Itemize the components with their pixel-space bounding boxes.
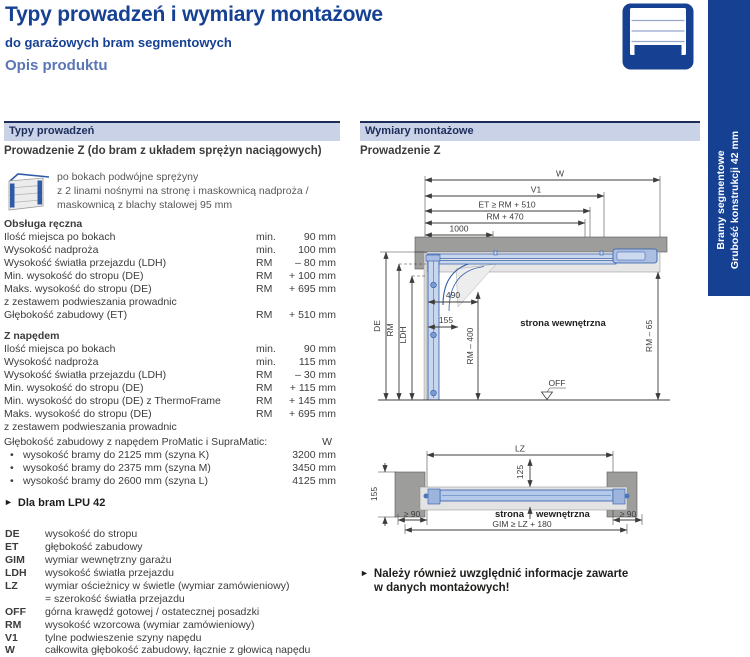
dim-label-gim: GIM ≥ LZ + 180 — [492, 519, 552, 529]
table-row — [4, 408, 336, 421]
table-row — [4, 257, 336, 270]
depth-row — [4, 449, 336, 462]
rail-hanger — [494, 251, 497, 255]
section-label: Opis produktu — [5, 57, 108, 74]
spring-right — [625, 494, 630, 499]
dim-label-et: ET ≥ RM + 510 — [478, 199, 536, 210]
note-line1: Należy również uwzględnić informacje zawarte — [373, 568, 629, 580]
row-label: wysokość bramy do 2375 mm (szyna M) — [23, 462, 211, 474]
roller — [431, 390, 437, 396]
row-label: z zestawem podwieszania prowadnic — [4, 296, 177, 308]
row-label: Min. wysokość do stropu (DE) z ThermoFrame — [4, 395, 221, 407]
bullet-icon: • — [10, 449, 14, 461]
depth-row — [4, 462, 336, 475]
dim-label-v1: V1 — [530, 184, 542, 195]
row-value: 90 mm — [303, 343, 336, 355]
dim-label-155: 155 — [369, 486, 379, 502]
page-subtitle: do garażowych bram segmentowych — [5, 35, 232, 50]
frame-fitting-left — [428, 489, 440, 504]
installation-drawing-side-view — [360, 165, 710, 415]
row-ref: min. — [256, 356, 276, 368]
legend-abbr: LZ — [5, 580, 18, 592]
legend-text: wysokość do stropu — [45, 528, 138, 540]
rail-hanger — [600, 251, 603, 255]
legend-text: wysokość światła przejazdu — [45, 567, 174, 579]
row-value: + 510 mm — [289, 309, 336, 321]
row-ref: min. — [256, 244, 276, 256]
legend-text: górna krawędź gotowej / ostatecznej posadzki — [45, 606, 260, 618]
installation-drawing-plan-view — [360, 440, 710, 540]
opener-boom-rail — [430, 261, 616, 265]
inner-side-label: strona wewnętrzna — [520, 318, 606, 329]
dim-label-w: W — [555, 168, 565, 179]
row-value: 115 mm — [298, 356, 336, 368]
row-label: wysokość bramy do 2600 mm (szyna L) — [23, 475, 208, 487]
garage-door-icon — [622, 3, 694, 70]
frame-fitting-right — [613, 489, 625, 504]
feature-line: po bokach podwójne sprężyny — [57, 171, 199, 183]
row-value: 90 mm — [303, 231, 336, 243]
legend-text: tylne podwieszenie szyny napędu — [45, 632, 202, 644]
legend-abbr: RM — [5, 619, 22, 631]
depth-title-row — [4, 436, 336, 449]
row-label: wysokość bramy do 2125 mm (szyna K) — [23, 449, 210, 461]
row-ref: RM — [256, 270, 273, 282]
row-value: 100 mm — [298, 244, 336, 256]
row-label: Min. wysokość do stropu (DE) — [4, 270, 144, 282]
legend-row — [5, 580, 345, 593]
table-row — [4, 356, 336, 369]
side-tab-line1: Bramy segmentowe — [715, 150, 727, 250]
triangle-bullet-icon: ► — [4, 497, 13, 507]
table-row — [4, 369, 336, 382]
legend-text: wysokość wzorcowa (wymiar zamówieniowy) — [45, 619, 255, 631]
row-label: Głębokość zabudowy (ET) — [4, 309, 128, 321]
legend-text: wymiar wewnętrzny garażu — [45, 554, 172, 566]
row-label: Wysokość nadproża — [4, 244, 99, 256]
legend-abbr: V1 — [5, 632, 18, 644]
legend-row — [5, 567, 345, 580]
row-label: Wysokość nadproża — [4, 356, 99, 368]
row-label: Ilość miejsca po bokach — [4, 231, 116, 243]
dim-label-490: 490 — [445, 290, 461, 300]
row-ref: RM — [256, 283, 273, 295]
table-row — [4, 231, 336, 244]
row-ref: RM — [256, 369, 273, 381]
table-row — [4, 309, 336, 322]
table-row — [4, 421, 336, 434]
legend-row — [5, 541, 345, 554]
legend-row — [5, 619, 345, 632]
table-row — [4, 382, 336, 395]
bullet-icon: • — [10, 462, 14, 474]
row-ref: RM — [256, 408, 273, 420]
section-header-mounting-dimensions: Wymiary montażowe — [360, 121, 700, 141]
row-ref: min. — [256, 343, 276, 355]
table-row — [4, 296, 336, 309]
dim-label-90-right: ≥ 90 — [619, 509, 637, 519]
row-label: Wysokość światła przejazdu (LDH) — [4, 257, 167, 269]
inner-side-label-left: strona — [494, 509, 524, 520]
roller — [431, 332, 437, 338]
dim-label-ldh: LDH — [398, 326, 408, 344]
side-tab-line2: Grubość konstrukcji 42 mm — [729, 130, 741, 270]
horizontal-track-rail — [430, 254, 616, 259]
top-roller-bracket — [426, 255, 440, 261]
table-row — [4, 343, 336, 356]
dim-label-rm: RM — [385, 323, 395, 337]
row-ref: RM — [256, 382, 273, 394]
feature-line: z 2 linami nośnymi na stronę i maskownicą nadproża / — [57, 185, 309, 197]
row-ref: RM — [256, 309, 273, 321]
row-value: – 80 mm — [295, 257, 336, 269]
spring-track-icon — [5, 171, 53, 215]
row-value: – 30 mm — [295, 369, 336, 381]
depth-row — [4, 475, 336, 488]
dim-label-90-left: ≥ 90 — [403, 509, 421, 519]
legend-abbr: DE — [5, 528, 20, 540]
triangle-bullet-icon: ► — [360, 568, 369, 578]
dim-label-rm400: RM – 400 — [465, 327, 475, 365]
row-value: 4125 mm — [292, 475, 336, 487]
row-value: + 100 mm — [289, 270, 336, 282]
legend-text2: = szerokość światła przejazdu — [45, 593, 185, 605]
dim-label-de: DE — [372, 320, 382, 332]
legend-text: głębokość zabudowy — [45, 541, 143, 553]
doors-note — [4, 497, 105, 509]
dim-label-rm470: RM + 470 — [486, 211, 524, 222]
row-label: z zestawem podwieszania prowadnic — [4, 421, 177, 433]
row-ref: RM — [256, 257, 273, 269]
legend-abbr: ET — [5, 541, 19, 553]
depth-title: Głębokość zabudowy z napędem ProMatic i SupraMatic: — [4, 436, 268, 448]
manual-operation-title: Obsługa ręczna — [4, 218, 83, 230]
table-row — [4, 270, 336, 283]
legend-row — [5, 554, 345, 567]
dim-label-1000: 1000 — [449, 223, 469, 234]
mounting-subheader: Prowadzenie Z — [360, 145, 441, 157]
row-value: + 695 mm — [289, 408, 336, 420]
dim-label-lz: LZ — [515, 443, 525, 454]
row-label: Ilość miejsca po bokach — [4, 343, 116, 355]
legend-row — [5, 528, 345, 541]
side-tab — [708, 0, 750, 296]
row-value: + 115 mm — [289, 382, 336, 394]
dim-label-125: 125 — [515, 464, 525, 480]
inner-side-label-right: wewnętrzna — [536, 509, 590, 520]
row-value: + 145 mm — [289, 395, 336, 407]
table-row — [4, 244, 336, 257]
row-value: 3200 mm — [292, 449, 336, 461]
door-frame — [424, 253, 427, 400]
track-corner-plate — [456, 264, 496, 307]
legend-text: całkowita głębokość zabudowy, łącznie z głowicą napędu — [45, 644, 311, 656]
row-label: Maks. wysokość do stropu (DE) — [4, 283, 152, 295]
table-row — [4, 395, 336, 408]
row-ref: min. — [256, 231, 276, 243]
row-label: Min. wysokość do stropu (DE) — [4, 382, 144, 394]
bullet-icon: • — [10, 475, 14, 487]
page-title: Typy prowadzeń i wymiary montażowe — [5, 3, 383, 26]
legend-abbr: LDH — [5, 567, 27, 579]
feature-description — [57, 170, 309, 212]
dim-label-rm65: RM – 65 — [644, 319, 654, 353]
row-ref: RM — [256, 395, 273, 407]
opener-head-inner — [617, 252, 645, 260]
feature-line: maskownicą z blachy stalowej 95 mm — [57, 199, 233, 211]
track-type-subheader: Prowadzenie Z (do bram z układem sprężyn naciągowych) — [4, 145, 322, 157]
floor-level-icon — [542, 392, 553, 400]
section-header-track-types: Typy prowadzeń — [4, 121, 340, 141]
powered-operation-title: Z napędem — [4, 330, 60, 342]
legend-row — [5, 606, 345, 619]
row-label: Maks. wysokość do stropu (DE) — [4, 408, 152, 420]
legend-abbr: W — [5, 644, 15, 656]
dim-label-off: OFF — [548, 378, 566, 388]
spring-left — [424, 494, 429, 499]
mounting-note — [360, 566, 628, 595]
row-label: Wysokość światła przejazdu (LDH) — [4, 369, 167, 381]
legend-text: wymiar ościeżnicy w świetle (wymiar zamówieniowy) — [45, 580, 290, 592]
table-row — [4, 283, 336, 296]
dim-label-155: 155 — [438, 315, 454, 325]
note-line2: w danych montażowych! — [374, 582, 510, 594]
roller — [431, 282, 437, 288]
legend-row — [5, 593, 345, 606]
depth-col-header: W — [322, 436, 332, 448]
row-value: 3450 mm — [292, 462, 336, 474]
doors-note-text: Dla bram LPU 42 — [17, 497, 106, 509]
row-value: + 695 mm — [289, 283, 336, 295]
legend-abbr: OFF — [5, 606, 26, 618]
side-tab-text — [714, 60, 744, 340]
legend-abbr: GIM — [5, 554, 25, 566]
